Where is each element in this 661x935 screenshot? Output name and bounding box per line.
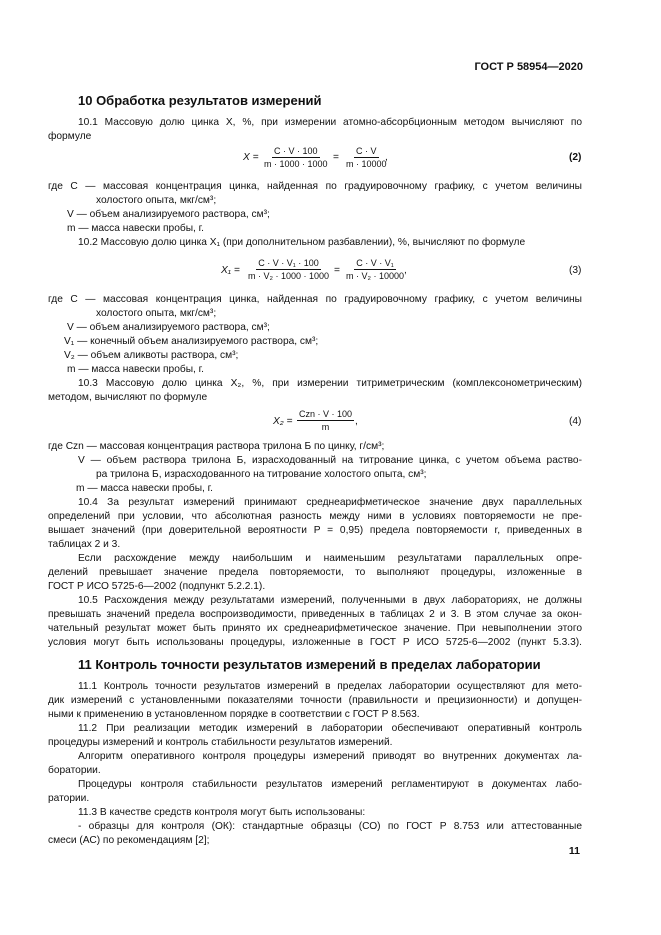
formula-2-comma: ,: [385, 152, 388, 163]
formula-3-comma: ,: [404, 265, 407, 276]
where-line: ра трилона Б, израсходованного на титрование холостого опыта, см³;: [96, 469, 427, 480]
para-10-1-line: 10.1 Массовую долю цинка X, %, при измерении атомно-абсорбционным методом вычисляют по: [78, 117, 582, 128]
para-10-5-line: чательный результат может быть принято их среднеарифметическое значение. При невыполнении этого: [48, 623, 582, 634]
formula-3-equals: =: [334, 265, 340, 276]
formula-2-equals: =: [333, 152, 339, 163]
where-line: m — масса навески пробы, г.: [67, 223, 204, 234]
formula-numerator: C · V · 100: [274, 146, 318, 156]
formula-numerator: C · V: [356, 146, 377, 156]
where-line: V₂ — объем аликвоты раствора, см³;: [64, 350, 239, 361]
para-10-4-line: 10.4 За результат измерений принимают среднеарифметическое значение двух параллельных: [78, 497, 582, 508]
para-11-1-line: 11.1 Контроль точности результатов измерений в пределах лаборатории осуществляют для мето-: [78, 681, 582, 692]
where-line: V — объем анализируемого раствора, см³;: [67, 322, 270, 333]
para-algorithm-line: боратории.: [48, 765, 101, 776]
formula-denominator: m · 1000 · 1000: [264, 159, 328, 169]
formula-denominator: m: [321, 422, 330, 432]
where-line: где C — массовая концентрация цинка, найденная по градуировочному графику, с учетом величины: [48, 294, 582, 305]
para-11-2-line: процедуры измерений и контроль стабильности результатов измерений.: [48, 737, 393, 748]
para-11-1-line: дик измерений с установленными показателями точности (правильности и прецизионности) и допущен-: [48, 695, 582, 706]
where-line: где Czn — массовая концентрация раствора трилона Б по цинку, г/см³;: [48, 441, 385, 452]
where-line: где C — массовая концентрация цинка, найденная по градуировочному графику, с учетом величины: [48, 181, 582, 192]
formula-3-fraction: [246, 257, 331, 282]
para-procedures-line: ратории.: [48, 793, 90, 804]
para-control-samples-line: - образцы для контроля (ОК): стандартные образцы (СО) по ГОСТ Р 8.753 или аттестованные: [78, 821, 582, 832]
para-condition-line: Если расхождение между наибольшим и наименьшим результатами параллельных опре-: [78, 553, 582, 564]
formula-4-number: (4): [569, 416, 582, 427]
para-10-3-line: 10.3 Массовую долю цинка X₂, %, при измерении титриметрическим (комплексонометрическим): [78, 378, 582, 389]
para-10-1-line: формуле: [48, 131, 92, 142]
page-number: 11: [568, 845, 580, 857]
formula-4-lhs: X₂ =: [273, 416, 293, 427]
document-header: ГОСТ Р 58954—2020: [474, 61, 583, 73]
formula-2-fraction: [344, 145, 389, 170]
para-10-4-line: вышает значений (при доверительной вероятности P = 0,95) предела повторяемости r, приведенных в: [48, 525, 582, 536]
where-line: холостого опыта, мкг/см³;: [96, 308, 217, 319]
formula-3-number: (3): [569, 265, 582, 276]
para-10-5-line: 10.5 Расхождения между результатами измерений, полученными в двух лабораториях, не должны: [78, 595, 582, 606]
para-10-3-line: методом, вычисляют по формуле: [48, 392, 208, 403]
para-11-2-line: 11.2 При реализации методик измерений в лаборатории обеспечивают оперативный контроль: [78, 723, 582, 734]
para-11-1-line: ными к применению в установленном порядке в соответствии с ГОСТ Р 8.563.: [48, 709, 420, 720]
formula-denominator: m · V₂ · 1000 · 1000: [248, 271, 330, 281]
para-condition-line: делений превышает значение предела повторяемости, то выполняют процедуры, изложенные в: [48, 567, 582, 578]
formula-4-comma: ,: [355, 416, 358, 427]
formula-2-fraction: [262, 145, 330, 170]
formula-2-lhs: X =: [243, 152, 259, 163]
formula-denominator: m · V₂ · 10000: [346, 271, 405, 281]
para-condition-line: ГОСТ Р ИСО 5725-6—2002 (подпункт 5.2.2.1).: [48, 581, 266, 592]
para-10-4-line: таблицах 2 и 3.: [48, 539, 121, 550]
para-control-samples-line: смеси (АС) по рекомендациям [2];: [48, 835, 210, 846]
para-11-3: 11.3 В качестве средств контроля могут быть использованы:: [78, 807, 366, 818]
where-line: V — объем раствора трилона Б, израсходованный на титрование цинка, с учетом объема раство-: [78, 455, 582, 466]
formula-numerator: C · V · V₁ · 100: [258, 258, 319, 268]
formula-numerator: C · V · V₁: [356, 258, 394, 268]
para-10-5-line: превышать значений предела воспроизводимости, приведенных в таблицах 2 и 3. В этом случае за окон-: [48, 609, 582, 620]
formula-2-number: (2): [569, 152, 582, 163]
formula-4-fraction: [297, 408, 354, 433]
para-10-2: 10.2 Массовую долю цинка X₁ (при дополнительном разбавлении), %, вычисляют по формуле: [78, 237, 526, 248]
formula-numerator: Czn · V · 100: [299, 409, 353, 419]
where-line: холостого опыта, мкг/см³;: [96, 195, 217, 206]
where-line: m — масса навески пробы, г.: [67, 364, 204, 375]
para-10-4-line: определений при условии, что абсолютная разность между ними в условиях повторяемости не пре-: [48, 511, 582, 522]
section-10-title: 10 Обработка результатов измерений: [78, 93, 322, 108]
formula-denominator: m · 10000: [346, 159, 387, 169]
formula-3-fraction: [344, 257, 406, 282]
formula-3-lhs: X₁ =: [221, 265, 240, 276]
para-procedures-line: Процедуры контроля стабильности результатов измерений регламентируют в документах лабо-: [78, 779, 582, 790]
section-11-title: 11 Контроль точности результатов измерений в пределах лаборатории: [78, 657, 541, 672]
where-line: V — объем анализируемого раствора, см³;: [67, 209, 270, 220]
where-line: m — масса навески пробы, г.: [76, 483, 213, 494]
where-line: V₁ — конечный объем анализируемого раствора, см³;: [64, 336, 319, 347]
para-10-5-line: условия могут быть использованы процедуры, изложенные в ГОСТ Р ИСО 5725-6—2002 (пункт 5.3.3).: [48, 637, 582, 648]
para-algorithm-line: Алгоритм оперативного контроля процедуры измерений приводят во внутренних документах ла-: [78, 751, 582, 762]
